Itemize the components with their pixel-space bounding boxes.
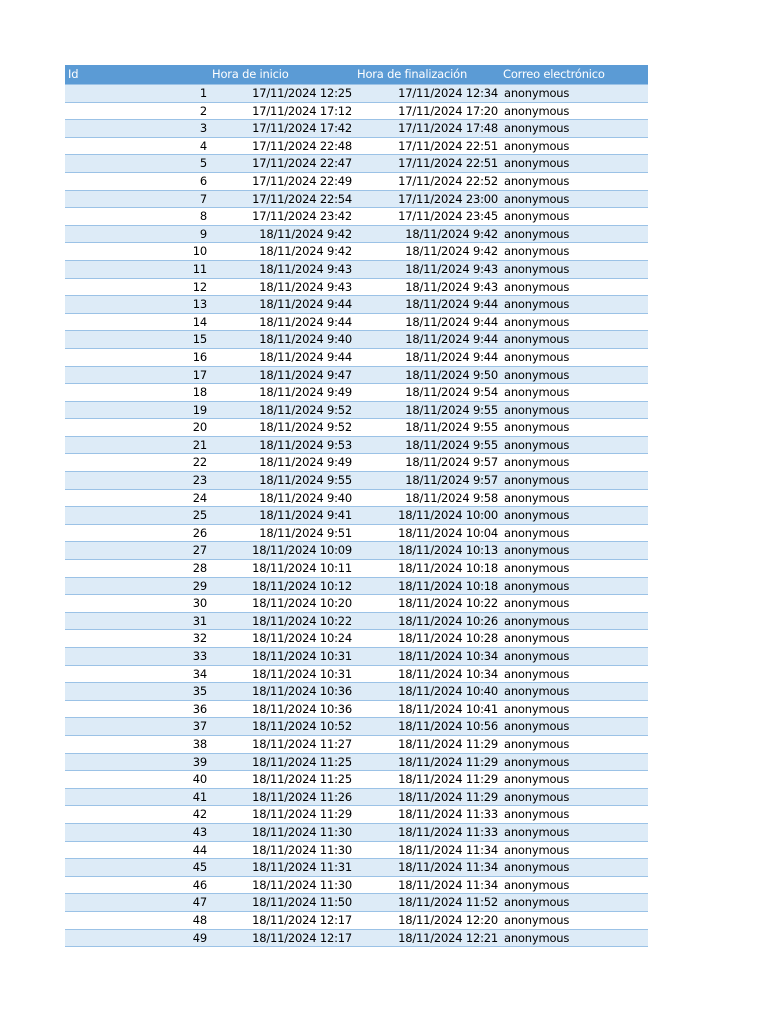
cell-end-time[interactable]: 18/11/2024 9:55 (355, 401, 501, 419)
cell-email[interactable]: anonymous (501, 348, 648, 366)
table-row (65, 278, 648, 296)
cell-end-time[interactable]: 17/11/2024 17:20 (355, 102, 501, 120)
cell-end-time[interactable]: 18/11/2024 10:40 (355, 683, 501, 701)
cell-id[interactable]: 5 (65, 155, 210, 173)
table-row (65, 876, 648, 894)
table-row (65, 841, 648, 859)
table-row (65, 823, 648, 841)
column-header-email[interactable]: Correo electrónico (501, 65, 648, 85)
cell-email[interactable]: anonymous (501, 542, 648, 560)
cell-id[interactable]: 20 (65, 419, 210, 437)
cell-end-time[interactable]: 18/11/2024 9:42 (355, 243, 501, 261)
cell-start-time[interactable]: 18/11/2024 9:43 (210, 278, 355, 296)
table-row (65, 102, 648, 120)
cell-end-time[interactable]: 18/11/2024 9:57 (355, 472, 501, 490)
cell-id[interactable]: 27 (65, 542, 210, 560)
cell-start-time[interactable]: 18/11/2024 10:09 (210, 542, 355, 560)
cell-end-time[interactable]: 17/11/2024 23:00 (355, 190, 501, 208)
column-header-end-time[interactable]: Hora de finalización (355, 65, 501, 85)
cell-end-time[interactable]: 18/11/2024 10:18 (355, 577, 501, 595)
cell-id[interactable]: 31 (65, 612, 210, 630)
cell-end-time[interactable]: 18/11/2024 9:44 (355, 348, 501, 366)
cell-end-time[interactable]: 18/11/2024 11:34 (355, 841, 501, 859)
cell-id[interactable]: 43 (65, 823, 210, 841)
cell-start-time[interactable]: 18/11/2024 9:44 (210, 296, 355, 314)
cell-id[interactable]: 10 (65, 243, 210, 261)
cell-start-time[interactable]: 18/11/2024 9:47 (210, 366, 355, 384)
table-row (65, 577, 648, 595)
cell-email[interactable]: anonymous (501, 507, 648, 525)
header-row (65, 65, 648, 85)
cell-id[interactable]: 3 (65, 120, 210, 138)
cell-end-time[interactable]: 18/11/2024 10:04 (355, 524, 501, 542)
table-row (65, 929, 648, 947)
cell-end-time[interactable]: 18/11/2024 11:34 (355, 859, 501, 877)
cell-id[interactable]: 29 (65, 577, 210, 595)
cell-id[interactable]: 24 (65, 489, 210, 507)
cell-end-time[interactable]: 18/11/2024 9:55 (355, 419, 501, 437)
cell-start-time[interactable]: 18/11/2024 10:22 (210, 612, 355, 630)
cell-start-time[interactable]: 18/11/2024 9:44 (210, 348, 355, 366)
cell-id[interactable]: 39 (65, 753, 210, 771)
cell-id[interactable]: 21 (65, 436, 210, 454)
cell-end-time[interactable]: 18/11/2024 10:41 (355, 700, 501, 718)
cell-id[interactable]: 49 (65, 929, 210, 947)
cell-end-time[interactable]: 18/11/2024 9:55 (355, 436, 501, 454)
cell-email[interactable]: anonymous (501, 243, 648, 261)
cell-email[interactable]: anonymous (501, 313, 648, 331)
cell-end-time[interactable]: 17/11/2024 22:52 (355, 172, 501, 190)
cell-start-time[interactable]: 18/11/2024 11:30 (210, 841, 355, 859)
table-row (65, 296, 648, 314)
table-row (65, 911, 648, 929)
cell-id[interactable]: 18 (65, 384, 210, 402)
cell-email[interactable]: anonymous (501, 841, 648, 859)
table-row (65, 630, 648, 648)
table-row (65, 331, 648, 349)
cell-id[interactable]: 32 (65, 630, 210, 648)
cell-start-time[interactable]: 18/11/2024 11:25 (210, 771, 355, 789)
cell-email[interactable]: anonymous (501, 735, 648, 753)
cell-email[interactable]: anonymous (501, 929, 648, 947)
cell-start-time[interactable]: 18/11/2024 10:11 (210, 560, 355, 578)
cell-id[interactable]: 14 (65, 313, 210, 331)
cell-start-time[interactable]: 17/11/2024 17:42 (210, 120, 355, 138)
cell-email[interactable]: anonymous (501, 296, 648, 314)
cell-end-time[interactable]: 18/11/2024 9:57 (355, 454, 501, 472)
cell-start-time[interactable]: 17/11/2024 22:47 (210, 155, 355, 173)
cell-end-time[interactable]: 18/11/2024 11:34 (355, 876, 501, 894)
cell-end-time[interactable]: 18/11/2024 10:00 (355, 507, 501, 525)
cell-email[interactable]: anonymous (501, 612, 648, 630)
cell-email[interactable]: anonymous (501, 771, 648, 789)
cell-end-time[interactable]: 18/11/2024 9:50 (355, 366, 501, 384)
table-row (65, 718, 648, 736)
cell-start-time[interactable]: 18/11/2024 11:50 (210, 894, 355, 912)
cell-start-time[interactable]: 18/11/2024 9:42 (210, 243, 355, 261)
cell-start-time[interactable]: 18/11/2024 11:29 (210, 806, 355, 824)
cell-start-time[interactable]: 18/11/2024 12:17 (210, 929, 355, 947)
cell-end-time[interactable]: 18/11/2024 9:44 (355, 331, 501, 349)
table-body (65, 85, 648, 947)
cell-email[interactable]: anonymous (501, 384, 648, 402)
table-row (65, 348, 648, 366)
cell-id[interactable]: 12 (65, 278, 210, 296)
table-row (65, 436, 648, 454)
cell-start-time[interactable]: 18/11/2024 11:30 (210, 876, 355, 894)
cell-start-time[interactable]: 18/11/2024 10:31 (210, 665, 355, 683)
cell-end-time[interactable]: 18/11/2024 9:43 (355, 260, 501, 278)
cell-id[interactable]: 9 (65, 225, 210, 243)
cell-email[interactable]: anonymous (501, 560, 648, 578)
cell-email[interactable]: anonymous (501, 489, 648, 507)
table-row (65, 120, 648, 138)
cell-end-time[interactable]: 18/11/2024 11:52 (355, 894, 501, 912)
cell-start-time[interactable]: 18/11/2024 9:44 (210, 313, 355, 331)
cell-email[interactable]: anonymous (501, 753, 648, 771)
cell-end-time[interactable]: 18/11/2024 9:44 (355, 296, 501, 314)
cell-id[interactable]: 8 (65, 208, 210, 226)
cell-email[interactable]: anonymous (501, 648, 648, 666)
cell-start-time[interactable]: 18/11/2024 10:52 (210, 718, 355, 736)
cell-id[interactable]: 6 (65, 172, 210, 190)
cell-start-time[interactable]: 18/11/2024 10:31 (210, 648, 355, 666)
table-row (65, 735, 648, 753)
cell-start-time[interactable]: 18/11/2024 10:20 (210, 595, 355, 613)
cell-end-time[interactable]: 18/11/2024 9:42 (355, 225, 501, 243)
cell-email[interactable]: anonymous (501, 85, 648, 103)
cell-email[interactable]: anonymous (501, 911, 648, 929)
table-row (65, 788, 648, 806)
cell-start-time[interactable]: 17/11/2024 22:49 (210, 172, 355, 190)
cell-start-time[interactable]: 18/11/2024 11:26 (210, 788, 355, 806)
table-row (65, 243, 648, 261)
table-header (65, 65, 648, 85)
cell-end-time[interactable]: 18/11/2024 10:34 (355, 648, 501, 666)
cell-end-time[interactable]: 18/11/2024 11:29 (355, 735, 501, 753)
cell-end-time[interactable]: 18/11/2024 11:29 (355, 753, 501, 771)
table-row (65, 260, 648, 278)
cell-start-time[interactable]: 18/11/2024 11:30 (210, 823, 355, 841)
cell-end-time[interactable]: 17/11/2024 22:51 (355, 155, 501, 173)
table-row (65, 472, 648, 490)
cell-email[interactable]: anonymous (501, 190, 648, 208)
cell-email[interactable]: anonymous (501, 700, 648, 718)
cell-end-time[interactable]: 18/11/2024 10:56 (355, 718, 501, 736)
table-row (65, 137, 648, 155)
cell-start-time[interactable]: 18/11/2024 9:42 (210, 225, 355, 243)
cell-id[interactable]: 2 (65, 102, 210, 120)
cell-end-time[interactable]: 18/11/2024 10:13 (355, 542, 501, 560)
cell-start-time[interactable]: 17/11/2024 23:42 (210, 208, 355, 226)
cell-email[interactable]: anonymous (501, 683, 648, 701)
cell-email[interactable]: anonymous (501, 419, 648, 437)
cell-id[interactable]: 17 (65, 366, 210, 384)
cell-id[interactable]: 38 (65, 735, 210, 753)
table-row (65, 700, 648, 718)
cell-start-time[interactable]: 17/11/2024 22:54 (210, 190, 355, 208)
table-row (65, 560, 648, 578)
cell-email[interactable]: anonymous (501, 155, 648, 173)
cell-id[interactable]: 16 (65, 348, 210, 366)
cell-id[interactable]: 47 (65, 894, 210, 912)
cell-email[interactable]: anonymous (501, 137, 648, 155)
cell-start-time[interactable]: 18/11/2024 9:40 (210, 331, 355, 349)
cell-email[interactable]: anonymous (501, 876, 648, 894)
cell-end-time[interactable]: 18/11/2024 12:20 (355, 911, 501, 929)
table-row (65, 524, 648, 542)
cell-id[interactable]: 4 (65, 137, 210, 155)
cell-id[interactable]: 46 (65, 876, 210, 894)
cell-end-time[interactable]: 17/11/2024 17:48 (355, 120, 501, 138)
table-row (65, 384, 648, 402)
cell-start-time[interactable]: 18/11/2024 9:53 (210, 436, 355, 454)
cell-end-time[interactable]: 18/11/2024 10:34 (355, 665, 501, 683)
table-row (65, 85, 648, 103)
cell-email[interactable]: anonymous (501, 278, 648, 296)
cell-start-time[interactable]: 18/11/2024 9:49 (210, 384, 355, 402)
cell-email[interactable]: anonymous (501, 454, 648, 472)
table-row (65, 401, 648, 419)
cell-start-time[interactable]: 17/11/2024 22:48 (210, 137, 355, 155)
table-row (65, 366, 648, 384)
cell-id[interactable]: 44 (65, 841, 210, 859)
cell-id[interactable]: 28 (65, 560, 210, 578)
cell-end-time[interactable]: 18/11/2024 10:26 (355, 612, 501, 630)
table-row (65, 771, 648, 789)
cell-start-time[interactable]: 17/11/2024 17:12 (210, 102, 355, 120)
table-row (65, 190, 648, 208)
responses-table (65, 65, 648, 947)
cell-email[interactable]: anonymous (501, 120, 648, 138)
cell-id[interactable]: 34 (65, 665, 210, 683)
cell-end-time[interactable]: 17/11/2024 23:45 (355, 208, 501, 226)
table-row (65, 208, 648, 226)
table-row (65, 454, 648, 472)
table-row (65, 894, 648, 912)
cell-id[interactable]: 45 (65, 859, 210, 877)
table-row (65, 806, 648, 824)
cell-start-time[interactable]: 18/11/2024 11:25 (210, 753, 355, 771)
cell-id[interactable]: 36 (65, 700, 210, 718)
cell-start-time[interactable]: 18/11/2024 9:52 (210, 419, 355, 437)
cell-email[interactable]: anonymous (501, 208, 648, 226)
cell-id[interactable]: 40 (65, 771, 210, 789)
table-row (65, 859, 648, 877)
cell-email[interactable]: anonymous (501, 102, 648, 120)
cell-email[interactable]: anonymous (501, 595, 648, 613)
table-row (65, 155, 648, 173)
cell-id[interactable]: 33 (65, 648, 210, 666)
table-row (65, 683, 648, 701)
cell-email[interactable]: anonymous (501, 577, 648, 595)
cell-email[interactable]: anonymous (501, 630, 648, 648)
cell-id[interactable]: 11 (65, 260, 210, 278)
cell-id[interactable]: 30 (65, 595, 210, 613)
cell-end-time[interactable]: 18/11/2024 11:29 (355, 771, 501, 789)
cell-start-time[interactable]: 18/11/2024 10:24 (210, 630, 355, 648)
cell-email[interactable]: anonymous (501, 718, 648, 736)
cell-id[interactable]: 41 (65, 788, 210, 806)
cell-start-time[interactable]: 18/11/2024 9:41 (210, 507, 355, 525)
table-row (65, 507, 648, 525)
cell-email[interactable]: anonymous (501, 472, 648, 490)
cell-email[interactable]: anonymous (501, 894, 648, 912)
cell-email[interactable]: anonymous (501, 366, 648, 384)
cell-end-time[interactable]: 18/11/2024 12:21 (355, 929, 501, 947)
cell-start-time[interactable]: 18/11/2024 10:12 (210, 577, 355, 595)
cell-start-time[interactable]: 18/11/2024 11:27 (210, 735, 355, 753)
cell-id[interactable]: 26 (65, 524, 210, 542)
table-row (65, 313, 648, 331)
cell-id[interactable]: 23 (65, 472, 210, 490)
cell-email[interactable]: anonymous (501, 859, 648, 877)
cell-end-time[interactable]: 18/11/2024 9:58 (355, 489, 501, 507)
table-row (65, 612, 648, 630)
table-row (65, 489, 648, 507)
cell-email[interactable]: anonymous (501, 331, 648, 349)
cell-email[interactable]: anonymous (501, 225, 648, 243)
table-row (65, 753, 648, 771)
cell-start-time[interactable]: 18/11/2024 10:36 (210, 700, 355, 718)
cell-id[interactable]: 7 (65, 190, 210, 208)
cell-start-time[interactable]: 18/11/2024 9:52 (210, 401, 355, 419)
cell-end-time[interactable]: 18/11/2024 10:22 (355, 595, 501, 613)
table-row (65, 542, 648, 560)
cell-email[interactable]: anonymous (501, 172, 648, 190)
cell-start-time[interactable]: 18/11/2024 9:55 (210, 472, 355, 490)
table-row (65, 595, 648, 613)
table-row (65, 419, 648, 437)
cell-email[interactable]: anonymous (501, 788, 648, 806)
cell-end-time[interactable]: 17/11/2024 22:51 (355, 137, 501, 155)
cell-start-time[interactable]: 18/11/2024 9:43 (210, 260, 355, 278)
cell-start-time[interactable]: 18/11/2024 11:31 (210, 859, 355, 877)
cell-id[interactable]: 22 (65, 454, 210, 472)
cell-end-time[interactable]: 18/11/2024 10:28 (355, 630, 501, 648)
cell-email[interactable]: anonymous (501, 806, 648, 824)
cell-end-time[interactable]: 18/11/2024 11:33 (355, 823, 501, 841)
cell-email[interactable]: anonymous (501, 665, 648, 683)
cell-id[interactable]: 1 (65, 85, 210, 103)
cell-start-time[interactable]: 17/11/2024 12:25 (210, 85, 355, 103)
table-row (65, 665, 648, 683)
responses-table-container (65, 65, 648, 947)
cell-email[interactable]: anonymous (501, 260, 648, 278)
cell-end-time[interactable]: 17/11/2024 12:34 (355, 85, 501, 103)
cell-end-time[interactable]: 18/11/2024 11:33 (355, 806, 501, 824)
cell-id[interactable]: 35 (65, 683, 210, 701)
cell-end-time[interactable]: 18/11/2024 10:18 (355, 560, 501, 578)
cell-email[interactable]: anonymous (501, 436, 648, 454)
cell-id[interactable]: 25 (65, 507, 210, 525)
table-row (65, 648, 648, 666)
cell-id[interactable]: 48 (65, 911, 210, 929)
cell-start-time[interactable]: 18/11/2024 9:40 (210, 489, 355, 507)
cell-end-time[interactable]: 18/11/2024 9:43 (355, 278, 501, 296)
cell-id[interactable]: 42 (65, 806, 210, 824)
cell-id[interactable]: 19 (65, 401, 210, 419)
column-header-start-time[interactable]: Hora de inicio (210, 65, 355, 85)
cell-end-time[interactable]: 18/11/2024 9:54 (355, 384, 501, 402)
cell-start-time[interactable]: 18/11/2024 9:49 (210, 454, 355, 472)
table-row (65, 225, 648, 243)
cell-id[interactable]: 37 (65, 718, 210, 736)
cell-end-time[interactable]: 18/11/2024 9:44 (355, 313, 501, 331)
cell-email[interactable]: anonymous (501, 524, 648, 542)
cell-start-time[interactable]: 18/11/2024 12:17 (210, 911, 355, 929)
table-row (65, 172, 648, 190)
cell-start-time[interactable]: 18/11/2024 10:36 (210, 683, 355, 701)
cell-id[interactable]: 15 (65, 331, 210, 349)
column-header-id[interactable]: Id (65, 65, 210, 85)
cell-start-time[interactable]: 18/11/2024 9:51 (210, 524, 355, 542)
cell-email[interactable]: anonymous (501, 401, 648, 419)
cell-id[interactable]: 13 (65, 296, 210, 314)
cell-email[interactable]: anonymous (501, 823, 648, 841)
cell-end-time[interactable]: 18/11/2024 11:29 (355, 788, 501, 806)
